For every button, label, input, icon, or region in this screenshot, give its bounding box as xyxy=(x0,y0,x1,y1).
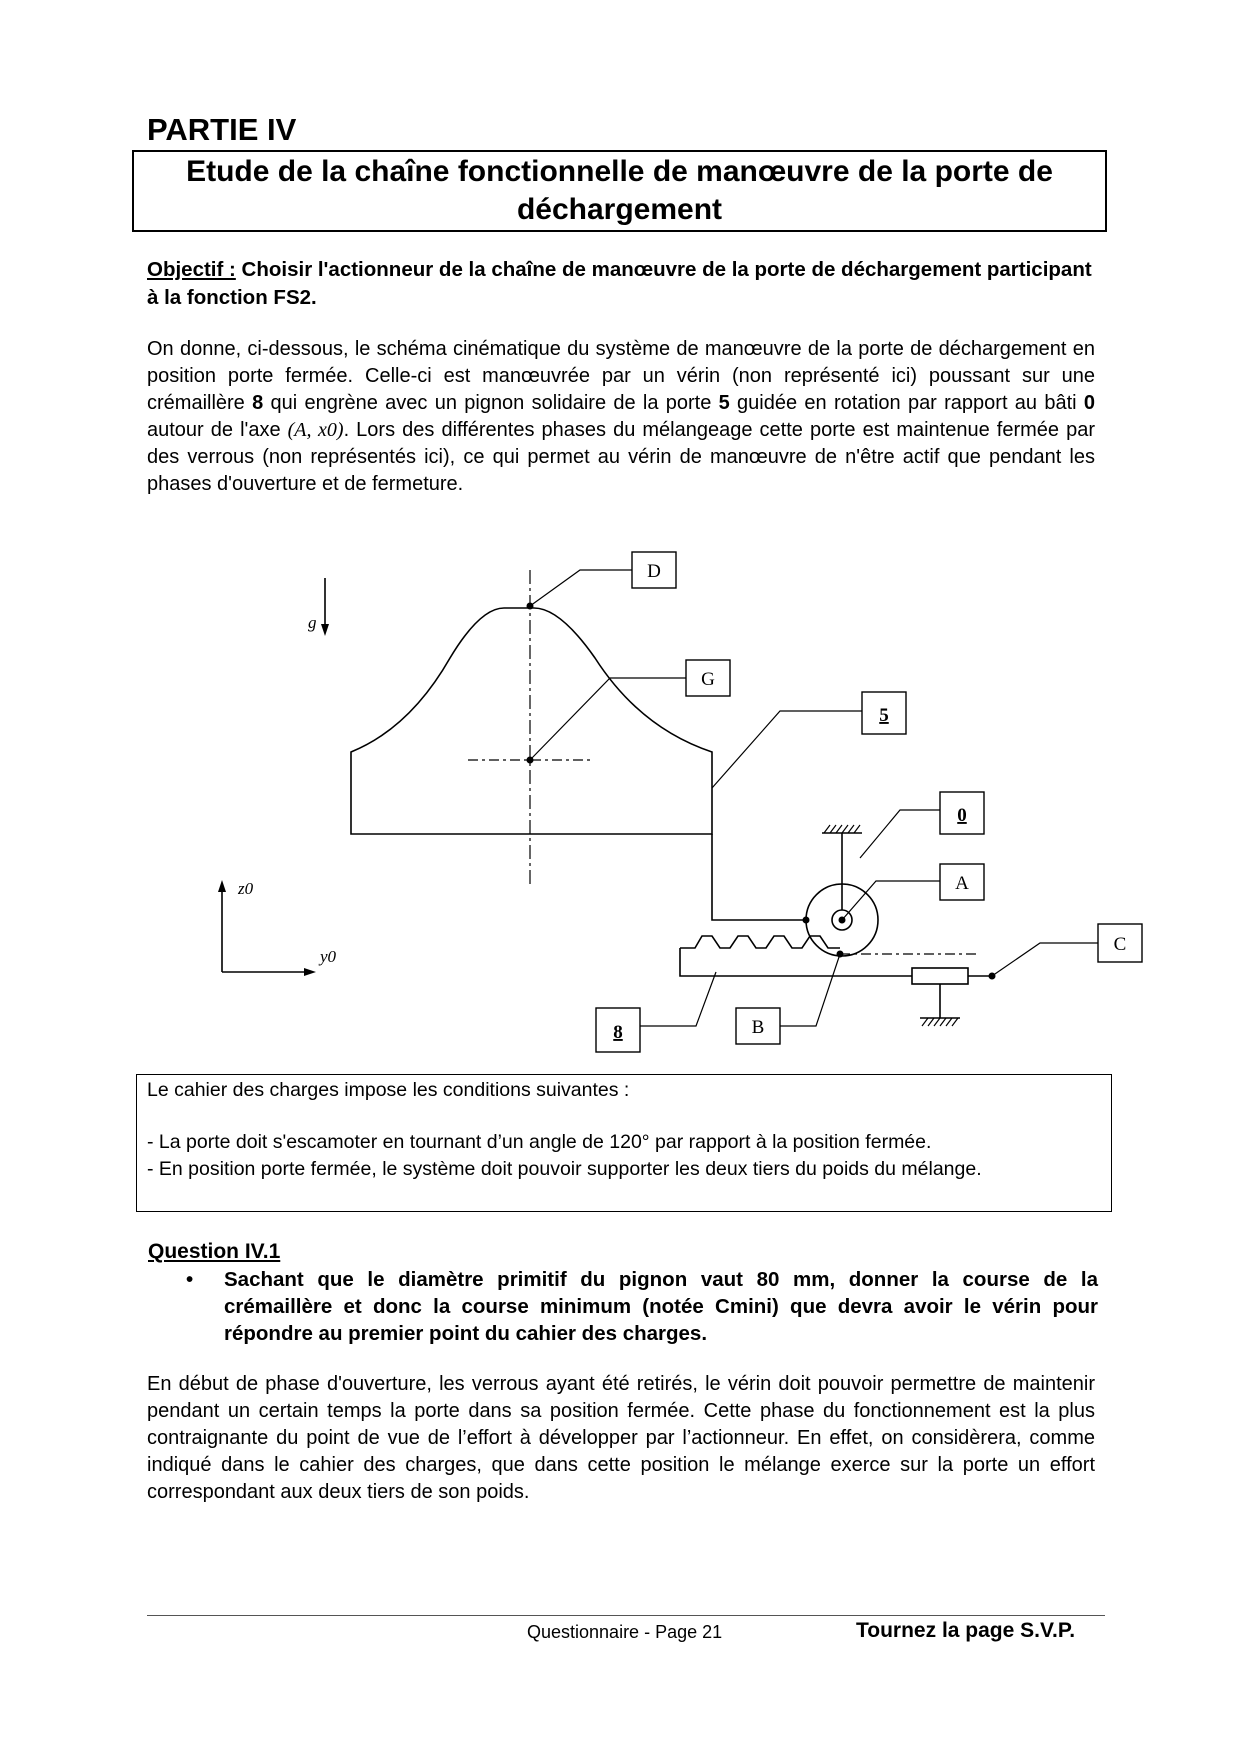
intro-paragraph xyxy=(147,336,1095,498)
ground-hatch-bottom xyxy=(922,1018,958,1026)
bullet-icon: • xyxy=(186,1268,194,1291)
page-number: Questionnaire - Page 21 xyxy=(527,1622,723,1642)
specifications-intro: Le cahier des charges impose les conditions suivantes : xyxy=(147,1079,630,1101)
intro-text-1: On donne, ci-dessous, le schéma cinématique du système de manœuvre de la porte de déchargement en position porte fermée. Celle-ci est manœuvrée par un vérin (non représenté ici) poussant sur une crémaillère xyxy=(147,338,1095,414)
leader-0 xyxy=(860,810,940,858)
objective-text: Choisir l'actionneur de la chaîne de manœuvre de la porte de déchargement participant à la fonction FS2. xyxy=(147,258,1092,309)
point-A xyxy=(839,917,846,924)
intro-ref-5: 5 xyxy=(718,392,730,414)
slide-guide xyxy=(912,968,968,984)
intro-text-4: autour de l'axe xyxy=(147,419,288,441)
part-heading: PARTIE IV xyxy=(147,112,297,147)
intro-ref-8: 8 xyxy=(252,392,264,414)
door-pinion-link xyxy=(712,834,806,920)
specification-item-2: - En position porte fermée, le système doit pouvoir supporter les deux tiers du poids du mélange. xyxy=(147,1158,982,1180)
leader-C xyxy=(992,943,1098,976)
leader-B xyxy=(780,954,840,1026)
intro-text-5: . Lors des différentes phases du mélangeage cette porte est maintenue fermée par des verrous (non représentés ici), ce qui permet au vérin de manœuvre de n'être actif que pendant les phases d'ouverture et de fermeture. xyxy=(147,419,1095,495)
label-5: 5 xyxy=(879,705,889,726)
z0-arrowhead xyxy=(218,880,226,892)
vector-z0: z0 xyxy=(238,879,254,898)
question-title: Question IV.1 xyxy=(148,1240,281,1263)
label-C: C xyxy=(1113,934,1127,955)
leader-D xyxy=(530,570,632,606)
paragraph-2: En début de phase d'ouverture, les verrous ayant été retirés, le vérin doit pouvoir permettre de maintenir pendant un certain temps la porte dans sa position fermée. Cette phase du fonctionnement est la plus contraignante du point de vue de l’effort à développer par l’actionneur. En effet, on considèrera, comme indiqué dans le cahier des charges, que dans cette position le mélange exerce sur la porte un effort correspondant aux deux tiers de son poids. xyxy=(147,1373,1095,1503)
label-B: B xyxy=(751,1017,765,1038)
specification-item-1: - La porte doit s'escamoter en tournant d’un angle de 120° par rapport à la position fermée. xyxy=(147,1131,932,1153)
label-D: D xyxy=(647,561,661,582)
point-D xyxy=(527,603,534,610)
objective-label: Objectif : xyxy=(147,258,236,281)
vector-g: g xyxy=(308,613,317,632)
label-8: 8 xyxy=(613,1022,623,1043)
kinematic-diagram xyxy=(240,548,1160,1068)
point-G xyxy=(527,757,534,764)
y0-arrowhead xyxy=(304,968,316,976)
question-text: Sachant que le diamètre primitif du pignon vaut 80 mm, donner la course de la crémaillère et donc la course minimum (notée Cmini) que devra avoir le vérin pour répondre au premier point du cahier des charges. xyxy=(224,1268,1098,1345)
label-G: G xyxy=(701,669,715,690)
axis-notation: (A, x0) xyxy=(287,419,344,441)
specifications-box xyxy=(136,1074,1112,1212)
turn-page-note: Tournez la page S.V.P. xyxy=(856,1619,1076,1642)
door-outline xyxy=(351,608,712,834)
kinematic-diagram-svg xyxy=(240,548,1160,1068)
leader-8 xyxy=(640,972,716,1026)
point-link xyxy=(803,917,810,924)
rack-teeth xyxy=(680,936,912,976)
leader-G xyxy=(530,678,686,760)
section-title: Etude de la chaîne fonctionnelle de manœuvre de la porte de déchargement xyxy=(132,150,1107,232)
point-B xyxy=(837,951,844,958)
label-0: 0 xyxy=(957,805,967,826)
vector-y0: y0 xyxy=(320,947,337,966)
g-arrowhead xyxy=(321,624,329,636)
leader-5 xyxy=(712,711,862,788)
intro-text-3: guidée en rotation par rapport au bâti xyxy=(729,392,1084,414)
intro-text-2: qui engrène avec un pignon solidaire de la porte xyxy=(263,392,719,414)
point-C xyxy=(989,973,996,980)
label-A: A xyxy=(955,873,969,894)
objective xyxy=(147,256,1097,312)
ground-hatch-top xyxy=(824,825,860,833)
intro-ref-0: 0 xyxy=(1083,392,1095,414)
footer-divider xyxy=(147,1615,1105,1616)
question-item xyxy=(186,1266,1098,1347)
